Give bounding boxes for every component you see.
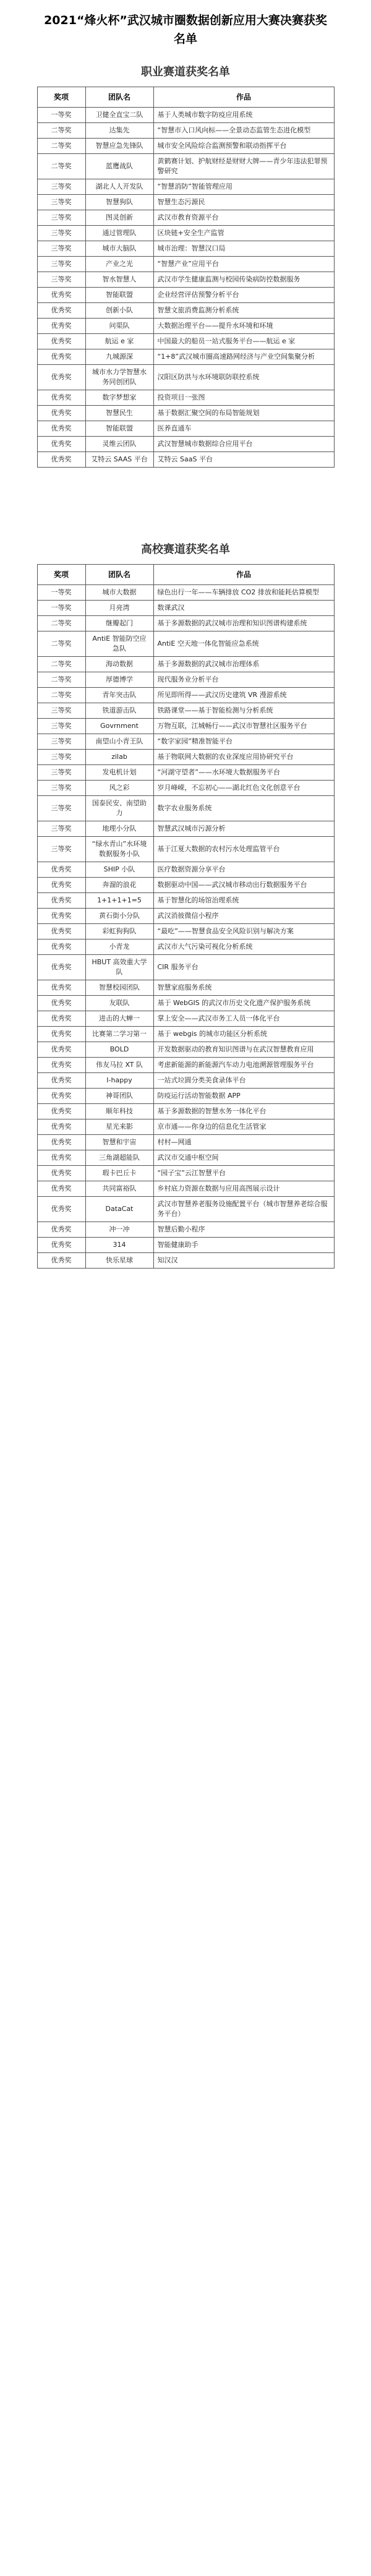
team-cell: 蓝鹰战队 (85, 154, 153, 179)
work-cell: “智慧产业”应用平台 (153, 257, 334, 272)
work-cell: 武汉市交通中枢空间 (153, 1150, 334, 1166)
team-cell: 发电机计划 (85, 765, 153, 781)
work-cell: 知汉汉 (153, 1253, 334, 1269)
team-cell: 月亮湾 (85, 601, 153, 616)
award-cell: 优秀奖 (37, 349, 85, 365)
team-cell: 灵维云团队 (85, 437, 153, 452)
team-cell: 黄石街小分队 (85, 909, 153, 924)
table-row (37, 601, 334, 616)
table-row (37, 437, 334, 452)
table-row (37, 1073, 334, 1089)
table-row (37, 390, 334, 406)
award-cell: 三等奖 (37, 837, 85, 862)
team-cell: Govrnment (85, 719, 153, 734)
team-cell: 瑕卡巴丘卡 (85, 1166, 153, 1181)
team-cell: 彩虹狗狗队 (85, 924, 153, 939)
award-cell: 一等奖 (37, 108, 85, 123)
work-cell: 乡村底力资源在数据与应用高图展示设计 (153, 1181, 334, 1197)
table-row (37, 734, 334, 750)
table-row (37, 821, 334, 837)
work-cell: 万物互联，江城畅行——武汉市智慧社区服务平台 (153, 719, 334, 734)
team-cell: 智慧民生 (85, 406, 153, 421)
award-cell: 优秀奖 (37, 1042, 85, 1058)
work-cell: 企业经营评估预警分析平台 (153, 288, 334, 303)
table-header-row (37, 87, 334, 108)
table-row (37, 1166, 334, 1181)
team-cell: AntiE 智能防空应急队 (85, 631, 153, 657)
team-cell: SHIP 小队 (85, 862, 153, 878)
award-cell: 优秀奖 (37, 288, 85, 303)
header-team: 团队名 (85, 565, 153, 585)
team-cell: 智慧校园团队 (85, 980, 153, 996)
award-cell: 二等奖 (37, 139, 85, 154)
table-row (37, 781, 334, 796)
section-spacer (0, 468, 371, 536)
table-row (37, 1197, 334, 1222)
award-cell: 二等奖 (37, 688, 85, 703)
work-cell: 所见即所得——武汉历史建筑 VR 漫游系统 (153, 688, 334, 703)
table-row (37, 893, 334, 909)
award-cell: 一等奖 (37, 585, 85, 601)
team-cell: 1+1+1+1=5 (85, 893, 153, 909)
team-cell: 艾特云 SAAS 平台 (85, 452, 153, 468)
table-row (37, 1027, 334, 1042)
table-row (37, 303, 334, 319)
award-cell: 优秀奖 (37, 1027, 85, 1042)
team-cell: 达集先 (85, 123, 153, 139)
work-cell: 武汉消彼微信小程序 (153, 909, 334, 924)
team-cell: 友联队 (85, 996, 153, 1011)
work-cell: “河湖守望者”——水环境大数据服务平台 (153, 765, 334, 781)
header-work: 作品 (153, 87, 334, 108)
award-cell: 优秀奖 (37, 1119, 85, 1135)
work-cell: 智慧生态污源民 (153, 195, 334, 210)
work-cell: 黄鹤赛计划、护航财经是财财大牌——青少年违法犯罪预警研究 (153, 154, 334, 179)
work-cell: 一站式垃圆分类美食录体平台 (153, 1073, 334, 1089)
award-cell: 优秀奖 (37, 1197, 85, 1222)
work-cell: AntiE 空天地一体化智能应急系统 (153, 631, 334, 657)
table-row (37, 210, 334, 226)
team-cell: 国泰民安、南望助力 (85, 796, 153, 821)
team-cell: 继瓣起门 (85, 616, 153, 631)
team-cell: I-happy (85, 1073, 153, 1089)
award-cell: 二等奖 (37, 616, 85, 631)
team-cell: 智慧狗队 (85, 195, 153, 210)
work-cell: 汉阳区防洪与水环境联防联控系统 (153, 365, 334, 390)
table-row (37, 452, 334, 468)
work-cell: 大数据治理平台——提升水环境和环境 (153, 319, 334, 334)
award-cell: 二等奖 (37, 631, 85, 657)
work-cell: 村村—网通 (153, 1135, 334, 1150)
table-row (37, 1011, 334, 1027)
team-cell: 城市水力学智慧水务同创团队 (85, 365, 153, 390)
work-cell: 武汉智慧城市数据综合应用平台 (153, 437, 334, 452)
work-cell: 中国最大的船员一站式服务平台——航运 e 家 (153, 334, 334, 349)
award-cell: 三等奖 (37, 796, 85, 821)
table-row (37, 939, 334, 955)
work-cell: “园子宝”云江智慧平台 (153, 1166, 334, 1181)
award-cell: 优秀奖 (37, 421, 85, 437)
award-cell: 二等奖 (37, 123, 85, 139)
award-table (37, 564, 335, 1269)
team-cell: HBUT 高效重大学队 (85, 955, 153, 980)
award-cell: 优秀奖 (37, 939, 85, 955)
award-cell: 优秀奖 (37, 1073, 85, 1089)
award-cell: 优秀奖 (37, 1135, 85, 1150)
work-cell: 区块链+安全生产监管 (153, 226, 334, 241)
award-cell: 优秀奖 (37, 862, 85, 878)
work-cell: 基于物联网大数据的农业深度应用协研究平台 (153, 750, 334, 765)
team-cell: 城市大数据 (85, 585, 153, 601)
header-work: 作品 (153, 565, 334, 585)
team-cell: 进击的大蝉一 (85, 1011, 153, 1027)
work-cell: 掌上安全——武汉市务工人员一体化平台 (153, 1011, 334, 1027)
work-cell: “最吃”——智慧食品安全风险识别与解决方案 (153, 924, 334, 939)
work-cell: 现代服务业分析平台 (153, 672, 334, 688)
award-cell: 三等奖 (37, 226, 85, 241)
table-row (37, 1089, 334, 1104)
award-cell: 优秀奖 (37, 1058, 85, 1073)
table-row (37, 319, 334, 334)
award-cell: 三等奖 (37, 719, 85, 734)
table-row (37, 1150, 334, 1166)
table-row (37, 226, 334, 241)
work-cell: “1+8”武汉城市圈高速路网经济与产业空间集聚分析 (153, 349, 334, 365)
work-cell: 智慧武汉城市污源分析 (153, 821, 334, 837)
team-cell: 南望山小青王队 (85, 734, 153, 750)
table-row (37, 955, 334, 980)
team-cell: 智慧应急先锋队 (85, 139, 153, 154)
award-cell: 三等奖 (37, 195, 85, 210)
team-cell: 智慧和宇宙 (85, 1135, 153, 1150)
work-cell: 武汉市学生健康监测与校园传染病防控数据服务 (153, 272, 334, 288)
table-row (37, 1222, 334, 1238)
award-cell: 优秀奖 (37, 365, 85, 390)
team-cell: 铁道游击队 (85, 703, 153, 719)
team-cell: 产业之光 (85, 257, 153, 272)
team-cell: 伟友马拉 XT 队 (85, 1058, 153, 1073)
award-cell: 三等奖 (37, 750, 85, 765)
award-cell: 三等奖 (37, 781, 85, 796)
team-cell: DataCat (85, 1197, 153, 1222)
table-row (37, 765, 334, 781)
award-cell: 优秀奖 (37, 1104, 85, 1119)
work-cell: 基于江夏大数据的农村污水处理监管平台 (153, 837, 334, 862)
table-row (37, 750, 334, 765)
work-cell: 投资项目一张图 (153, 390, 334, 406)
team-cell: 星光来影 (85, 1119, 153, 1135)
work-cell: 基于 webgis 的城市功能区分析系统 (153, 1027, 334, 1042)
award-cell: 优秀奖 (37, 893, 85, 909)
team-cell: 比赛第二学习第一 (85, 1027, 153, 1042)
team-cell: 三角湖超能队 (85, 1150, 153, 1166)
team-cell: zilab (85, 750, 153, 765)
award-cell: 优秀奖 (37, 996, 85, 1011)
table-row (37, 688, 334, 703)
team-cell: 问渠队 (85, 319, 153, 334)
team-cell: 小青龙 (85, 939, 153, 955)
team-cell: 快乐星球 (85, 1253, 153, 1269)
table-row (37, 139, 334, 154)
table-row (37, 1135, 334, 1150)
table-row (37, 837, 334, 862)
table-row (37, 288, 334, 303)
work-cell: 医养直通车 (153, 421, 334, 437)
team-cell: 风之彩 (85, 781, 153, 796)
team-cell: 顺年科技 (85, 1104, 153, 1119)
table-row (37, 1238, 334, 1253)
award-cell: 三等奖 (37, 821, 85, 837)
table-row (37, 631, 334, 657)
award-cell: 优秀奖 (37, 1181, 85, 1197)
work-cell: 数据驱动中国——武汉城市移动出行数据服务平台 (153, 878, 334, 893)
award-cell: 三等奖 (37, 257, 85, 272)
award-cell: 优秀奖 (37, 1253, 85, 1269)
team-cell: 创新小队 (85, 303, 153, 319)
work-cell: “智慧消防”智能管理应用 (153, 179, 334, 195)
table-row (37, 1058, 334, 1073)
work-cell: “智慧市入口风向标——全景动态监管生态进化模型 (153, 123, 334, 139)
award-cell: 一等奖 (37, 601, 85, 616)
team-cell: 通过管理队 (85, 226, 153, 241)
award-cell: 优秀奖 (37, 1166, 85, 1181)
award-cell: 优秀奖 (37, 924, 85, 939)
table-row (37, 996, 334, 1011)
table-row (37, 1119, 334, 1135)
work-cell: 武汉市教育资源平台 (153, 210, 334, 226)
team-cell: 地理小分队 (85, 821, 153, 837)
table-row (37, 123, 334, 139)
table-row (37, 672, 334, 688)
table-header-row (37, 565, 334, 585)
award-page (0, 0, 371, 1275)
work-cell: CIR 服务平台 (153, 955, 334, 980)
work-cell: 基于多源数据的智慧水务一体化平台 (153, 1104, 334, 1119)
table-row (37, 1104, 334, 1119)
team-cell: 厚德博学 (85, 672, 153, 688)
header-team: 团队名 (85, 87, 153, 108)
award-cell: 优秀奖 (37, 1089, 85, 1104)
work-cell: 智能健康助手 (153, 1238, 334, 1253)
work-cell: 京市通——你身边的信息化生活管家 (153, 1119, 334, 1135)
table-row (37, 195, 334, 210)
table-row (37, 862, 334, 878)
award-cell: 优秀奖 (37, 980, 85, 996)
award-cell: 三等奖 (37, 272, 85, 288)
award-cell: 优秀奖 (37, 1011, 85, 1027)
section-title: 职业赛道获奖名单 (141, 66, 230, 79)
award-cell: 优秀奖 (37, 334, 85, 349)
team-cell: “绿水青山”水环境数据服务小队 (85, 837, 153, 862)
team-cell: 图灵创新 (85, 210, 153, 226)
work-cell: 艾特云 SaaS 平台 (153, 452, 334, 468)
section-title: 高校赛道获奖名单 (141, 543, 230, 556)
award-cell: 三等奖 (37, 734, 85, 750)
table-row (37, 1253, 334, 1269)
work-cell: 基于多源数据的武汉城市治理和知识图谱构建系统 (153, 616, 334, 631)
team-cell: 智能联盟 (85, 421, 153, 437)
work-cell: 基于 WebGIS 的武汉市历史文化遗产保护服务系统 (153, 996, 334, 1011)
header-award: 奖项 (37, 87, 85, 108)
header-award: 奖项 (37, 565, 85, 585)
work-cell: 武汉市大气污染可视化分析系统 (153, 939, 334, 955)
award-table (37, 87, 335, 468)
table-row (37, 257, 334, 272)
team-cell: 九城源深 (85, 349, 153, 365)
work-cell: 考虑新能源的新能源汽车动力电池溯源管理服务平台 (153, 1058, 334, 1073)
work-cell: 数课武汉 (153, 601, 334, 616)
award-cell: 优秀奖 (37, 1238, 85, 1253)
work-cell: 基于人类城市数字防疫应用系统 (153, 108, 334, 123)
table-row (37, 241, 334, 257)
work-cell: 基于多源数据的武汉城市治理体系 (153, 657, 334, 672)
award-cell: 优秀奖 (37, 1222, 85, 1238)
award-cell: 三等奖 (37, 210, 85, 226)
team-cell: 青年突击队 (85, 688, 153, 703)
award-cell: 三等奖 (37, 765, 85, 781)
award-cell: 优秀奖 (37, 452, 85, 468)
award-cell: 二等奖 (37, 154, 85, 179)
award-cell: 优秀奖 (37, 390, 85, 406)
award-cell: 优秀奖 (37, 406, 85, 421)
award-cell: 优秀奖 (37, 955, 85, 980)
team-cell: 冲一冲 (85, 1222, 153, 1238)
work-cell: 绿色出行一年——车辆排放 CO2 排放和能耗估算模型 (153, 585, 334, 601)
table-row (37, 272, 334, 288)
table-row (37, 179, 334, 195)
work-cell: 武汉市智慧养老服务设施配置平台（城市智慧养老综合服务平台） (153, 1197, 334, 1222)
table-row (37, 108, 334, 123)
team-cell: 智水智慧人 (85, 272, 153, 288)
work-cell: 智慧文旅消费监测分析系统 (153, 303, 334, 319)
table-row (37, 1042, 334, 1058)
table-row (37, 421, 334, 437)
team-cell: 神哥团队 (85, 1089, 153, 1104)
award-cell: 三等奖 (37, 179, 85, 195)
table-row (37, 1181, 334, 1197)
work-cell: 数字农业服务系统 (153, 796, 334, 821)
work-cell: 智慧家庭服务系统 (153, 980, 334, 996)
table-row (37, 616, 334, 631)
award-cell: 优秀奖 (37, 1150, 85, 1166)
team-cell: 共同富裕队 (85, 1181, 153, 1197)
award-cell: 优秀奖 (37, 878, 85, 893)
team-cell: 奔溜的浪花 (85, 878, 153, 893)
team-cell: 湖北人人开发队 (85, 179, 153, 195)
team-cell: 314 (85, 1238, 153, 1253)
table-row (37, 406, 334, 421)
award-cell: 优秀奖 (37, 319, 85, 334)
award-cell: 三等奖 (37, 241, 85, 257)
table-row (37, 796, 334, 821)
award-cell: 三等奖 (37, 703, 85, 719)
table-row (37, 585, 334, 601)
award-sections (0, 58, 371, 1269)
work-cell: 基于数据汇聚空间的布局智能规划 (153, 406, 334, 421)
work-cell: “数字家园”精准智能平台 (153, 734, 334, 750)
work-cell: 开发数据驱动的教育知识图谱与在武汉智慧教育应用 (153, 1042, 334, 1058)
work-cell: 医疗数据资源分享平台 (153, 862, 334, 878)
work-cell: 城市治理：智慧汉口局 (153, 241, 334, 257)
team-cell: 数字梦想家 (85, 390, 153, 406)
work-cell: 防疫运行活动智能数据 APP (153, 1089, 334, 1104)
team-cell: BOLD (85, 1042, 153, 1058)
award-cell: 优秀奖 (37, 303, 85, 319)
table-row (37, 909, 334, 924)
work-cell: 岁月峰嵘，不忘初心——湖北红色文化创意平台 (153, 781, 334, 796)
table-row (37, 719, 334, 734)
work-cell: 基于智慧化的场馆治理系统 (153, 893, 334, 909)
award-cell: 二等奖 (37, 657, 85, 672)
award-cell: 优秀奖 (37, 909, 85, 924)
table-row (37, 703, 334, 719)
award-cell: 优秀奖 (37, 437, 85, 452)
team-cell: 城市大脑队 (85, 241, 153, 257)
work-cell: 铁路课堂——基于智能检测与分析系统 (153, 703, 334, 719)
table-row (37, 980, 334, 996)
table-row (37, 924, 334, 939)
team-cell: 智能联盟 (85, 288, 153, 303)
table-row (37, 365, 334, 390)
team-cell: 海动数据 (85, 657, 153, 672)
work-cell: 城市安全风险综合监测预警和联动指挥平台 (153, 139, 334, 154)
team-cell: 卫健全直宝二队 (85, 108, 153, 123)
table-row (37, 154, 334, 179)
award-cell: 二等奖 (37, 672, 85, 688)
table-row (37, 334, 334, 349)
page-title: 2021“烽火杯”武汉城市圈数据创新应用大赛决赛获奖名单 (44, 14, 327, 46)
table-row (37, 657, 334, 672)
table-row (37, 878, 334, 893)
table-row (37, 349, 334, 365)
team-cell: 航运 e 家 (85, 334, 153, 349)
work-cell: 智慧后勤小程序 (153, 1222, 334, 1238)
